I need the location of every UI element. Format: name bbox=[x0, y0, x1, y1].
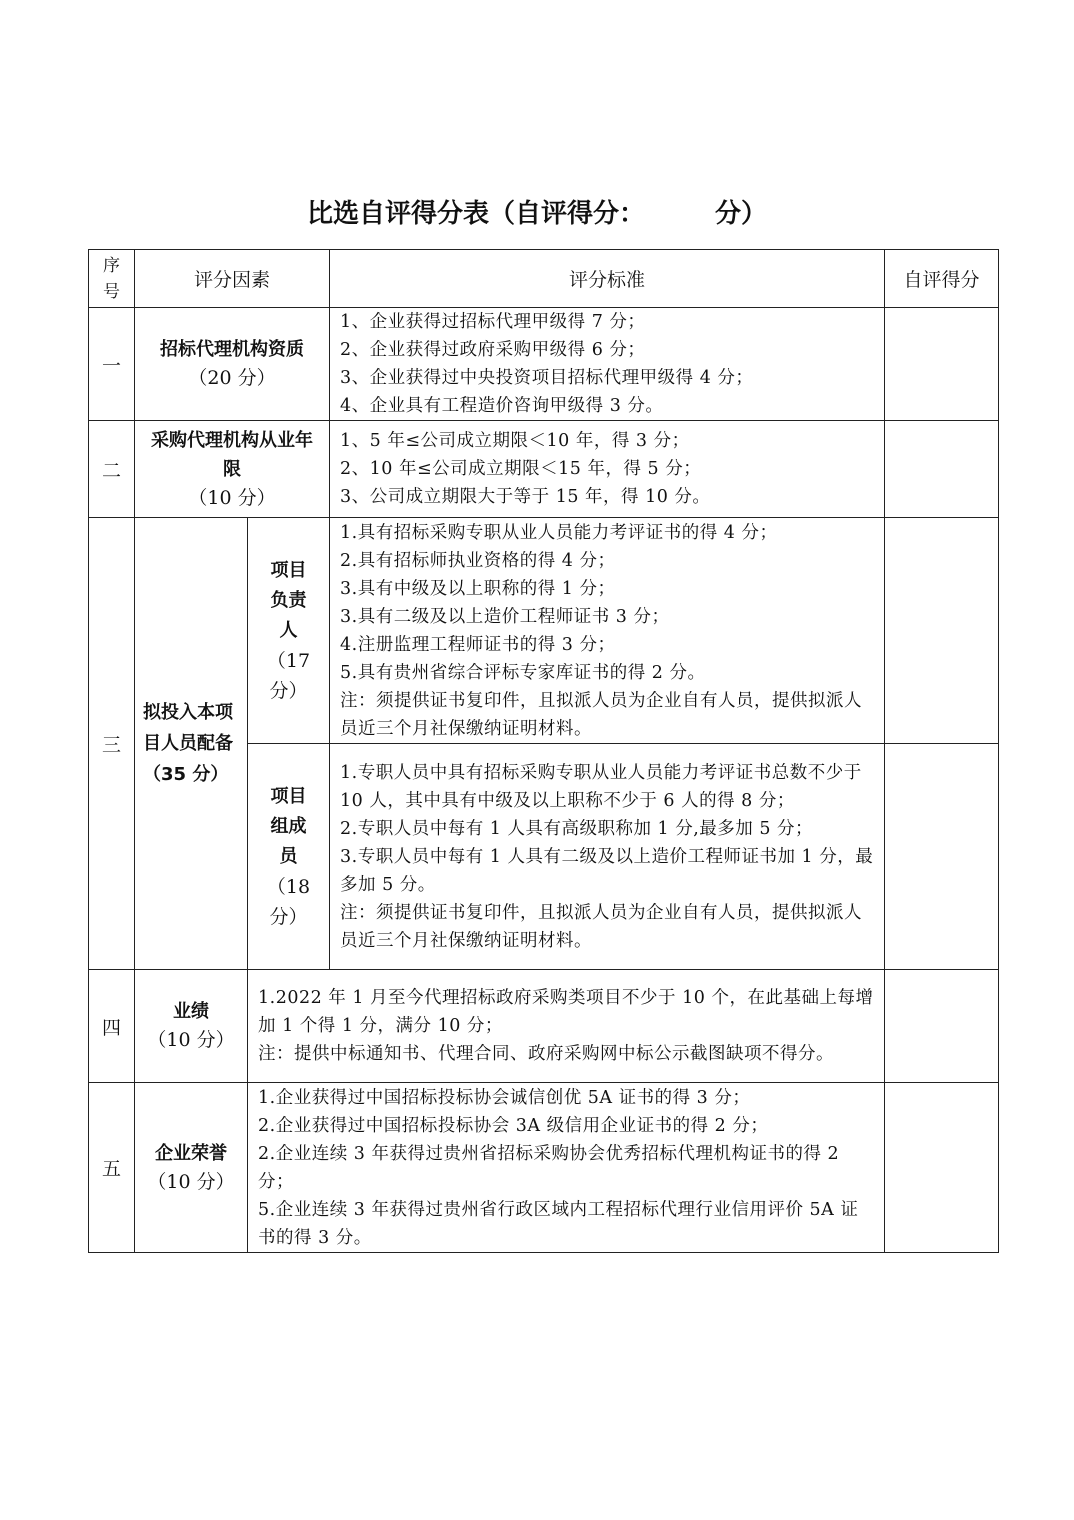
score-factor bbox=[135, 1083, 248, 1253]
criteria-line: 1、5 年≤公司成立期限＜10 年，得 3 分； bbox=[340, 431, 690, 451]
self-score-cell[interactable] bbox=[885, 518, 999, 744]
criteria-line: 2.企业连续 3 年获得过贵州省招标采购协会优秀招标代理机构证书的得 2 分； bbox=[258, 1143, 840, 1192]
table-row bbox=[89, 970, 999, 1083]
self-score-cell[interactable] bbox=[885, 308, 999, 421]
sub-factor-points: （17 分） bbox=[266, 649, 311, 702]
score-factor bbox=[135, 970, 248, 1083]
criteria-line: 1、企业获得过招标代理甲级得 7 分； bbox=[340, 312, 646, 332]
score-criteria bbox=[248, 1083, 885, 1253]
criteria-note: 注：须提供证书复印件，且拟派人员为企业自有人员，提供拟派人员近三个月社保缴纳证明材料。 bbox=[340, 902, 863, 951]
criteria-line: 3.具有二级及以上造价工程师证书 3 分； bbox=[340, 606, 670, 627]
criteria-line: 1.企业获得过中国招标投标协会诚信创优 5A 证书的得 3 分； bbox=[258, 1087, 751, 1108]
criteria-note: 注：提供中标通知书、代理合同、政府采购网中标公示截图缺项不得分。 bbox=[258, 1044, 834, 1064]
score-criteria bbox=[330, 308, 885, 421]
criteria-line: 5.具有贵州省综合评标专家库证书的得 2 分。 bbox=[340, 662, 706, 683]
factor-name: 招标代理机构资质 bbox=[160, 339, 304, 360]
table-row bbox=[89, 421, 999, 518]
self-score-cell[interactable] bbox=[885, 744, 999, 970]
score-factor bbox=[135, 308, 330, 421]
criteria-line: 4、企业具有工程造价咨询甲级得 3 分。 bbox=[340, 396, 664, 416]
factor-name: 拟投入本项目人员配备（35 分） bbox=[143, 702, 233, 785]
criteria-line: 4.注册监理工程师证书的得 3 分； bbox=[340, 634, 616, 655]
row-number: 一 bbox=[89, 308, 135, 421]
criteria-line: 2.专职人员中每有 1 人具有高级职称加 1 分,最多加 5 分； bbox=[340, 818, 814, 839]
header-self-score: 自评得分 bbox=[885, 250, 999, 308]
criteria-line: 2、10 年≤公司成立期限＜15 年，得 5 分； bbox=[340, 459, 702, 479]
criteria-line: 3.具有中级及以上职称的得 1 分； bbox=[340, 578, 616, 599]
row-number: 四 bbox=[89, 970, 135, 1083]
factor-points: （10 分） bbox=[188, 486, 276, 509]
score-factor bbox=[135, 518, 248, 970]
page-title bbox=[0, 193, 1074, 230]
table-row bbox=[89, 1083, 999, 1253]
row-number: 三 bbox=[89, 518, 135, 970]
criteria-line: 3、企业获得过中央投资项目招标代理甲级得 4 分； bbox=[340, 368, 754, 388]
criteria-line: 2、企业获得过政府采购甲级得 6 分； bbox=[340, 340, 646, 360]
sub-factor-points: （18 分） bbox=[266, 875, 311, 928]
header-criteria: 评分标准 bbox=[330, 250, 885, 308]
header-no: 序号 bbox=[89, 250, 135, 308]
factor-points: （10 分） bbox=[147, 1029, 235, 1051]
row-number: 二 bbox=[89, 421, 135, 518]
self-score-cell[interactable] bbox=[885, 421, 999, 518]
score-table bbox=[88, 249, 999, 1253]
title-suffix: 分） bbox=[715, 199, 768, 229]
factor-name: 业绩 bbox=[173, 1001, 209, 1022]
header-row bbox=[89, 250, 999, 308]
sub-factor bbox=[248, 744, 330, 970]
self-score-cell[interactable] bbox=[885, 970, 999, 1083]
criteria-note: 注：须提供证书复印件，且拟派人员为企业自有人员，提供拟派人员近三个月社保缴纳证明材料。 bbox=[340, 690, 863, 739]
self-score-cell[interactable] bbox=[885, 1083, 999, 1253]
criteria-line: 3、公司成立期限大于等于 15 年，得 10 分。 bbox=[340, 487, 711, 507]
table-row bbox=[89, 308, 999, 421]
sub-factor bbox=[248, 518, 330, 744]
sub-factor-name: 项目组成员 bbox=[270, 785, 307, 867]
criteria-line: 3.专职人员中每有 1 人具有二级及以上造价工程师证书加 1 分，最多加 5 分。 bbox=[340, 846, 874, 895]
factor-name: 企业荣誉 bbox=[155, 1142, 227, 1164]
table-row bbox=[89, 518, 999, 744]
sub-factor-name: 项目负责人 bbox=[270, 559, 307, 641]
row-number: 五 bbox=[89, 1083, 135, 1253]
criteria-line: 1.具有招标采购专职从业人员能力考评证书的得 4 分； bbox=[340, 522, 778, 543]
criteria-line: 5.企业连续 3 年获得过贵州省行政区域内工程招标代理行业信用评价 5A 证书的得 3 分。 bbox=[258, 1199, 859, 1248]
factor-points: （20 分） bbox=[188, 367, 276, 389]
criteria-line: 2.企业获得过中国招标投标协会 3A 级信用企业证书的得 2 分； bbox=[258, 1115, 769, 1136]
factor-name: 采购代理机构从业年限 bbox=[151, 429, 313, 480]
criteria-line: 1.专职人员中具有招标采购专职从业人员能力考评证书总数不少于 10 人，其中具有中级及以上职称不少于 6 人的得 8 分； bbox=[340, 762, 862, 811]
score-criteria bbox=[330, 421, 885, 518]
score-criteria bbox=[330, 518, 885, 744]
criteria-line: 1.2022 年 1 月至今代理招标政府采购类项目不少于 10 个，在此基础上每增加 1 个得 1 分，满分 10 分； bbox=[258, 988, 874, 1036]
title-main: 比选自评得分表（自评得分： bbox=[306, 199, 645, 229]
score-criteria bbox=[248, 970, 885, 1083]
factor-points: （10 分） bbox=[147, 1170, 235, 1193]
header-factor: 评分因素 bbox=[135, 250, 330, 308]
score-criteria bbox=[330, 744, 885, 970]
criteria-line: 2.具有招标师执业资格的得 4 分； bbox=[340, 550, 616, 571]
score-factor bbox=[135, 421, 330, 518]
